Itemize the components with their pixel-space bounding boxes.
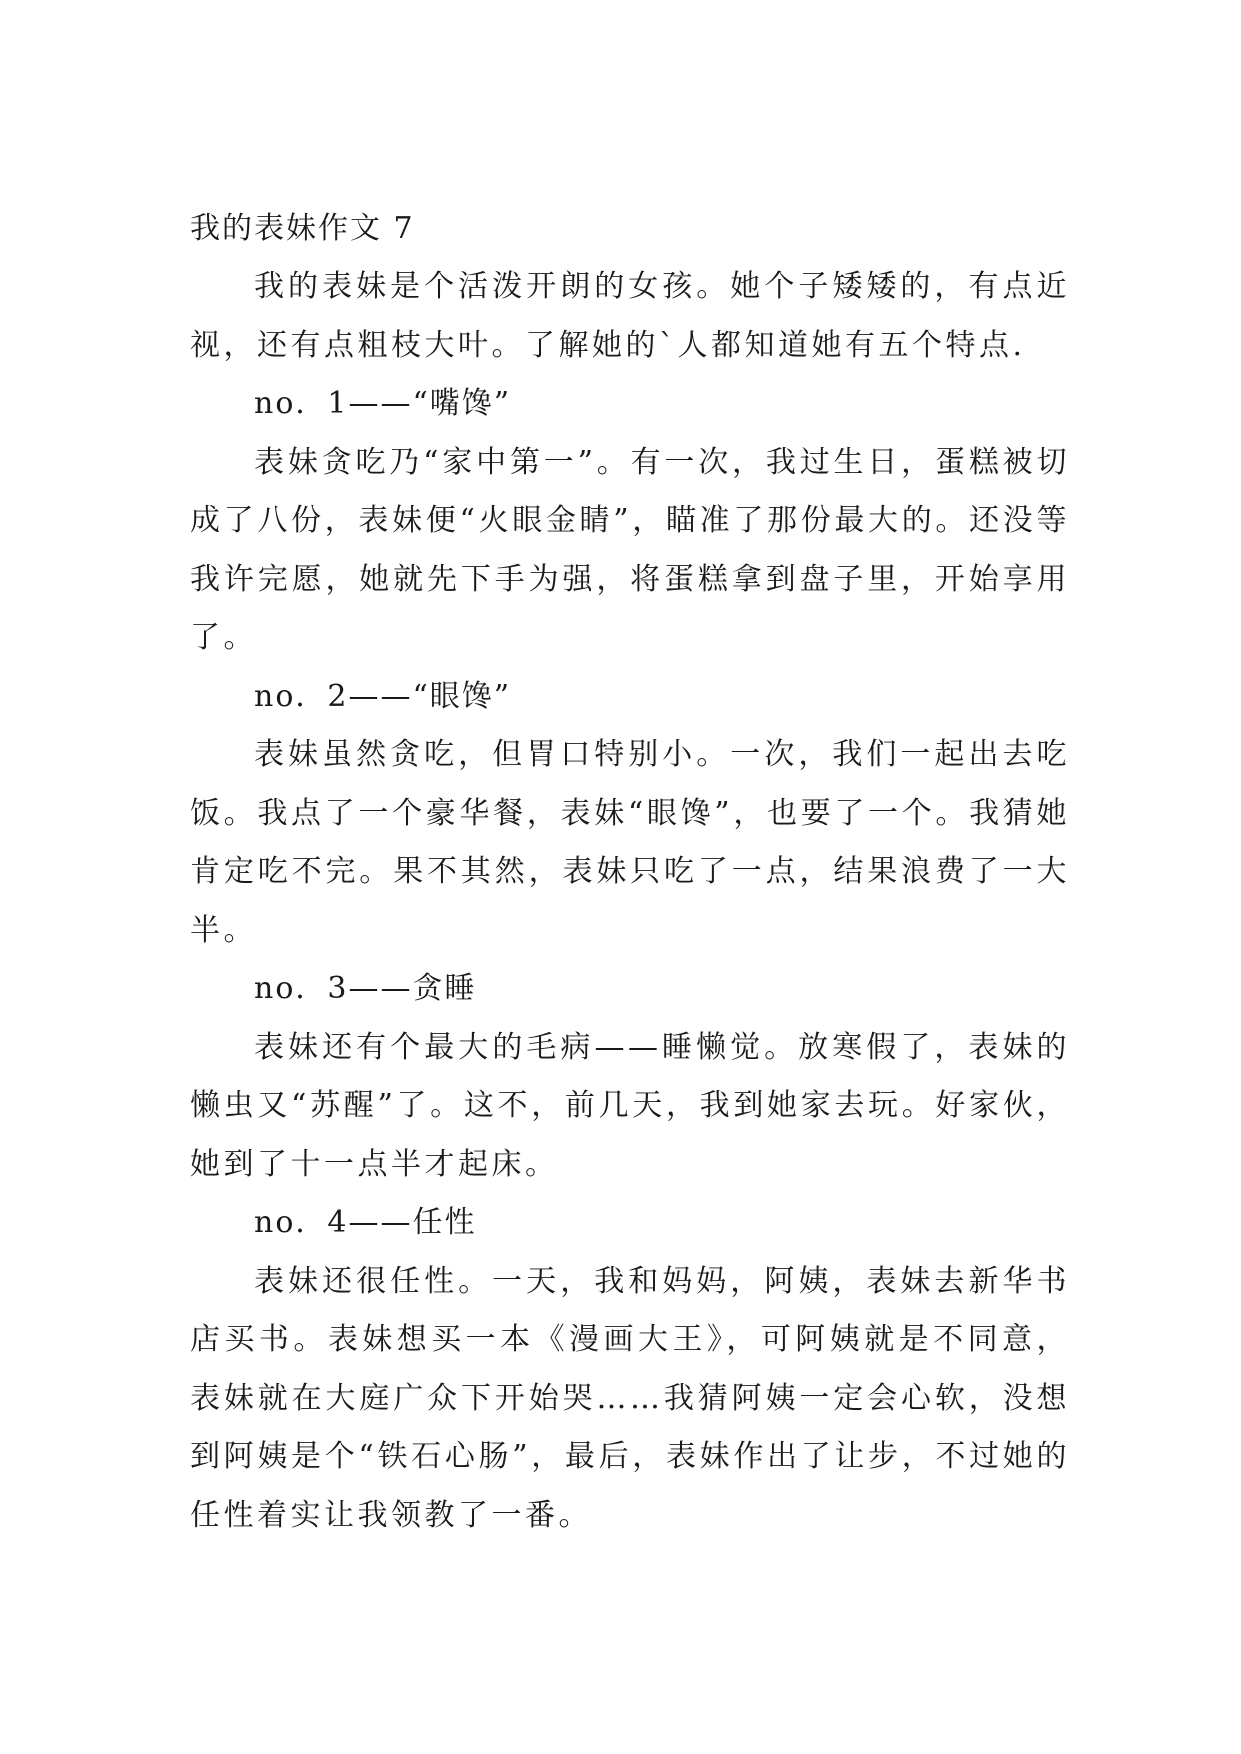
- section-heading-3: no．3——贪睡: [254, 971, 477, 1006]
- intro-paragraph: 我的表妹是个活泼开朗的女孩。她个子矮矮的，有点近视，还有点粗枝大叶。了解她的`人都知道她有五个特点.: [190, 269, 1070, 363]
- section-paragraph-2: 表妹虽然贪吃，但胃口特别小。一次，我们一起出去吃饭。我点了一个豪华餐，表妹“眼馋”，也要了一个。我猜她肯定吃不完。果不其然，表妹只吃了一点，结果浪费了一大半。: [190, 737, 1070, 948]
- section-paragraph-4: 表妹还很任性。一天，我和妈妈，阿姨，表妹去新华书店买书。表妹想买一本《漫画大王》，可阿姨就是不同意，表妹就在大庭广众下开始哭……我猜阿姨一定会心软，没想到阿姨是个“铁石心肠”，最后，表妹作出了让步，不过她的任性着实让我领教了一番。: [190, 1263, 1070, 1533]
- section-heading-1: no．1——“嘴馋”: [254, 386, 512, 421]
- document-body: [190, 200, 1070, 1545]
- document-title: 我的表妹作文 7: [190, 211, 415, 246]
- section-paragraph-1: 表妹贪吃乃“家中第一”。有一次，我过生日，蛋糕被切成了八份，表妹便“火眼金睛”，瞄准了那份最大的。还没等我许完愿，她就先下手为强，将蛋糕拿到盘子里，开始享用了。: [190, 444, 1070, 655]
- section-paragraph-3: 表妹还有个最大的毛病——睡懒觉。放寒假了，表妹的懒虫又“苏醒”了。这不，前几天，我到她家去玩。好家伙，她到了十一点半才起床。: [190, 1029, 1070, 1182]
- section-heading-2: no．2——“眼馋”: [254, 678, 512, 714]
- section-heading-4: no．4——任性: [254, 1205, 477, 1240]
